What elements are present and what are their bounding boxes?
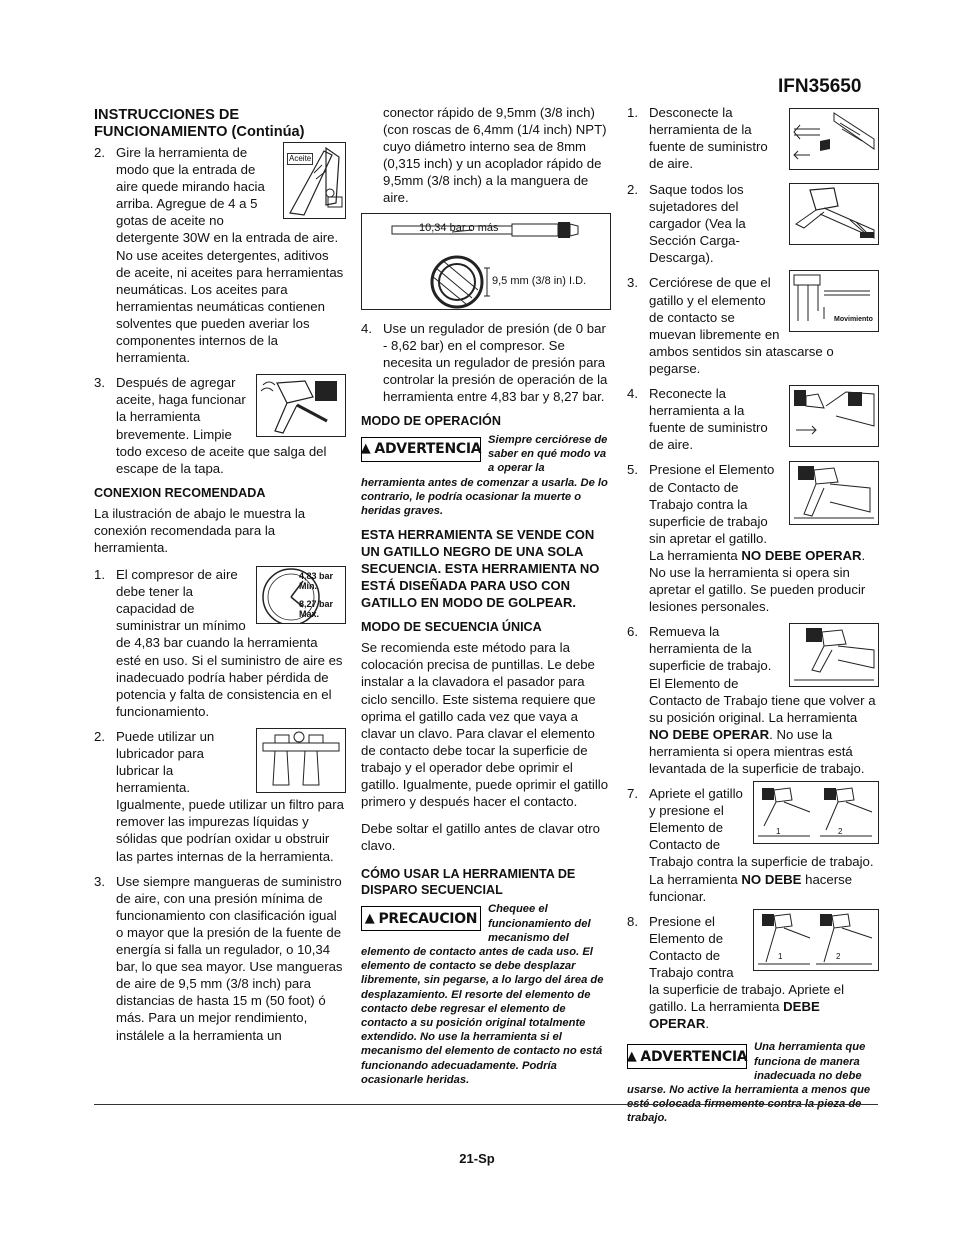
- step-text-part: Presione el Elemento de Contacto de Trabajo contra la superficie de trabajo. Apriete el gatillo. La herramienta: [649, 913, 844, 1015]
- warning-block: [627, 1040, 879, 1125]
- step-text-part: hacerse funcionar.: [649, 871, 853, 904]
- single-sequence-heading: MODO DE SECUENCIA ÚNICA: [361, 620, 542, 635]
- how-to-heading: CÓMO USAR LA HERRAMIENTA DE DISPARO SECUENCIAL: [361, 867, 576, 898]
- step-text-part: . No use la herramienta si opera sin apretar el gatillo. Se pueden producir lesiones personales.: [649, 547, 866, 615]
- item-number: 3.: [94, 873, 105, 889]
- list-item: [627, 274, 879, 377]
- hose-pressure-label: 10,34 bar o más: [419, 221, 499, 234]
- press-contact-illustration: [789, 461, 879, 525]
- step-text-part: Remueva la herramienta de la superficie de trabajo. El Elemento de Contacto de Trabajo tiene que volver a su posición original. La herramienta: [649, 624, 876, 725]
- list-item: [627, 104, 879, 173]
- hose-diameter-label: 9,5 mm (3/8 in) I.D.: [492, 274, 587, 287]
- gauge-min-label: 4,83 bar Min.: [299, 571, 334, 592]
- list-item: [627, 913, 879, 1033]
- emphasis: NO DEBE OPERAR: [741, 547, 862, 563]
- column-2: [361, 104, 611, 1095]
- item-number: 1.: [94, 567, 105, 583]
- conexion-heading: CONEXION RECOMENDADA: [94, 485, 266, 500]
- list-item: [627, 181, 879, 266]
- air-hose-illustration: [361, 213, 611, 310]
- warning-triangle-icon: ▲: [364, 910, 375, 926]
- list-item: [94, 873, 346, 1044]
- list-item: [94, 374, 346, 477]
- press-then-trigger-illustration: [753, 909, 879, 971]
- step-text: Puede utilizar un lubricador para lubricar la herramienta. Igualmente, puede utilizar un filtro para remover las impurezas líquidas y sólidas que podrían oxidar u obstruir las partes internas de la herramienta.: [116, 728, 344, 864]
- list-item: [361, 320, 611, 405]
- unload-magazine-illustration: [789, 183, 879, 245]
- single-sequence-text: Se recomienda este método para la colocación precisa de puntillas. Le debe instalar a la clavadora el pasador para ciclo sencillo. Este sistema requiere que oprima el gatillo cada vez que vaya a clavar un clavo. Para clavar el elemento de contacto debe tocar la superficie de trabajo y el operador debe oprimir el gatillo. Igualmente, puede oprimir el gatillo primero y después hacer el contacto.: [361, 640, 609, 810]
- list-item: [627, 461, 879, 615]
- advertencia-badge: [361, 437, 481, 462]
- step-text: El compresor de aire debe tener la capacidad de suministrar un mínimo de 4,83 bar cuando la herramienta esté en uso. Si el suministro de aire es inadecuado podría haber pérdida de potencia y falta de consistencia en el funcionamiento.: [116, 567, 343, 719]
- warning-text: Siempre cerciórese de saber en qué modo va a operar la herramienta antes de comenzar a usarla. De lo contrario, le podría ocasionar la muerte o heridas graves.: [361, 434, 608, 518]
- warning-block: [361, 433, 611, 518]
- warning-triangle-icon: ▲: [360, 441, 371, 457]
- warning-text: Una herramienta que funciona de manera inadecuada no debe usarse. No active la herramienta a menos que esté colocada firmemente contra la pieza de trabajo.: [627, 1041, 871, 1125]
- caution-text: Chequee el funcionamiento del mecanismo del elemento de contacto antes de cada uso. El elemento de contacto se debe desplazar libremente, sin pegarse, a lo largo del área de desplazamiento. El resorte del elemento de contacto debe regresar el elemento de contacto a su posición original totalmente extendido. No use la herramienta si el mecanismo del elemento de contacto no está funcionando adecuadamente. Podría ocasionarle heridas.: [361, 903, 604, 1086]
- badge-label: ADVERTENCIA: [374, 441, 482, 458]
- release-text: Debe soltar el gatillo antes de clavar otro clavo.: [361, 821, 600, 854]
- emphasis: NO DEBE OPERAR: [649, 726, 770, 742]
- step-text: Presione el Elemento de Contacto de Trabajo contra la superficie de trabajo sin apretar el gatillo.: [649, 462, 775, 546]
- list-item: [94, 566, 346, 720]
- item-number: 4.: [361, 320, 372, 336]
- trigger-then-press-illustration: [753, 781, 879, 844]
- precaucion-badge: [361, 906, 481, 931]
- emphasis: DEBE OPERAR: [649, 999, 820, 1032]
- item-number: 7.: [627, 786, 638, 802]
- list-item: [627, 623, 879, 777]
- item-number: 2.: [94, 728, 105, 744]
- step-text: Use un regulador de presión (de 0 bar - 8,62 bar) en el compresor. Se necesita un regulador de presión para controlar la presión de operación de la herramienta entre 4,83 bar y 8,27 bar.: [383, 320, 608, 404]
- list-item: [94, 144, 346, 366]
- item-number: 6.: [627, 624, 638, 640]
- oil-label: Aceite: [289, 154, 312, 163]
- continued-text: conector rápido de 9,5mm (3/8 inch) (con roscas de 6,4mm (1/4 inch) NPT) cuyo diámetro interno sea de 8mm (0,315 inch) y un acoplador rápido de 9,5mm (3/8 inch) a la manguera de aire.: [383, 105, 607, 206]
- remove-from-surface-illustration: [789, 623, 879, 687]
- step-text: Cerciórese de que el gatillo y el elemento de contacto se muevan libremente en ambos sentidos sin atascarse o pegarse.: [649, 275, 834, 376]
- badge-label: PRECAUCION: [378, 910, 478, 927]
- advertencia-badge: [627, 1044, 747, 1069]
- movement-label: Movimiento: [834, 316, 873, 324]
- step-text: Reconecte la herramienta a la fuente de suministro de aire.: [649, 386, 768, 453]
- contact-element-movement-illustration: [789, 270, 879, 332]
- disconnect-illustration: [789, 108, 879, 170]
- pressure-gauge-illustration: [256, 566, 346, 624]
- footer-divider: [94, 1104, 878, 1105]
- item-number: 2.: [627, 182, 638, 197]
- step-text: Saque todos los sujetadores del cargador (Vea la Sección Carga-Descarga).: [649, 182, 746, 266]
- list-item: [627, 385, 879, 453]
- step-text-part: Apriete el gatillo y presione el Elemento de Contacto de Trabajo contra la superficie de trabajo. La herramienta: [649, 786, 874, 887]
- modo-heading: MODO DE OPERACIÓN: [361, 414, 501, 429]
- badge-label: ADVERTENCIA: [640, 1048, 748, 1065]
- item-number: 3.: [627, 275, 638, 291]
- reconnect-illustration: [789, 385, 879, 447]
- figure-label-2: 2: [838, 827, 843, 837]
- warning-triangle-icon: ▲: [626, 1048, 637, 1064]
- column-3: [627, 104, 879, 1134]
- model-number: IFN35650: [778, 76, 862, 97]
- item-number: 8.: [627, 913, 638, 929]
- step-text: Después de agregar aceite, haga funcionar la herramienta brevemente. Limpie todo exceso de aceite que salga del escape de la tapa.: [116, 375, 327, 476]
- item-number: 4.: [627, 386, 638, 402]
- page-number: 21-Sp: [459, 1151, 495, 1166]
- figure-label-1: 1: [776, 827, 781, 837]
- section-title: INSTRUCCIONES DE FUNCIONAMIENTO (Continúa): [94, 107, 305, 140]
- emphasis: NO DEBE: [741, 871, 802, 887]
- gauge-max-label: 8,27 bar Max.: [299, 599, 334, 620]
- item-number: 1.: [627, 105, 638, 120]
- step-text: Desconecte la herramienta de la fuente de suministro de aire.: [649, 105, 768, 172]
- oil-inlet-illustration: [283, 142, 346, 219]
- tool-running-illustration: [256, 374, 346, 437]
- step-text-part: La herramienta: [649, 547, 742, 563]
- step-text-part: . No use la herramienta si opera mientras está levantada de la superficie de trabajo.: [649, 726, 865, 776]
- step-text: Use siempre mangueras de suministro de aire, con una presión mínima de funcionamiento con clasificación igual o mayor que la presión de la fuente de energía si falla un regulador, o 10,34 bar, lo que sea mayor. Use mangueras de aire de 9,5 mm (3/8 inch) para distancias de hasta 15 m (50 foot) ó más. Para un mejor rendimiento, instálele a la herramienta un: [116, 873, 343, 1043]
- item-number: 2.: [94, 145, 105, 160]
- trigger-notice: ESTA HERRAMIENTA SE VENDE CON UN GATILLO NEGRO DE UNA SOLA SECUENCIA. ESTA HERRAMIENTA NO ESTÁ DISEÑADA PARA USO CON GATILLO EN MODO DE GOLPEAR.: [361, 527, 600, 611]
- list-item: [627, 785, 879, 905]
- figure-label-1: 1: [778, 951, 783, 961]
- step-text: Gire la herramienta de modo que la entrada de aire quede mirando hacia arriba. Agregue de 4 a 5 gotas de aceite no detergente 30W en la entrada de aire. No use aceites detergentes, aditivos de aceite, ni aceites para herramientas neumáticas. Los aceites para herramientas neumáticas contienen solventes que pueden averiar los componentes internos de la herramienta.: [116, 145, 344, 366]
- step-text-part: .: [705, 1016, 710, 1032]
- conexion-intro: La ilustración de abajo le muestra la conexión recomendada para la herramienta.: [94, 505, 306, 555]
- caution-block: [361, 902, 611, 1087]
- item-number: 3.: [94, 375, 105, 391]
- filter-lubricator-illustration: [256, 728, 346, 793]
- list-item: [94, 728, 346, 865]
- item-number: 5.: [627, 462, 638, 478]
- column-1: [94, 104, 346, 1052]
- figure-label-2: 2: [836, 951, 841, 961]
